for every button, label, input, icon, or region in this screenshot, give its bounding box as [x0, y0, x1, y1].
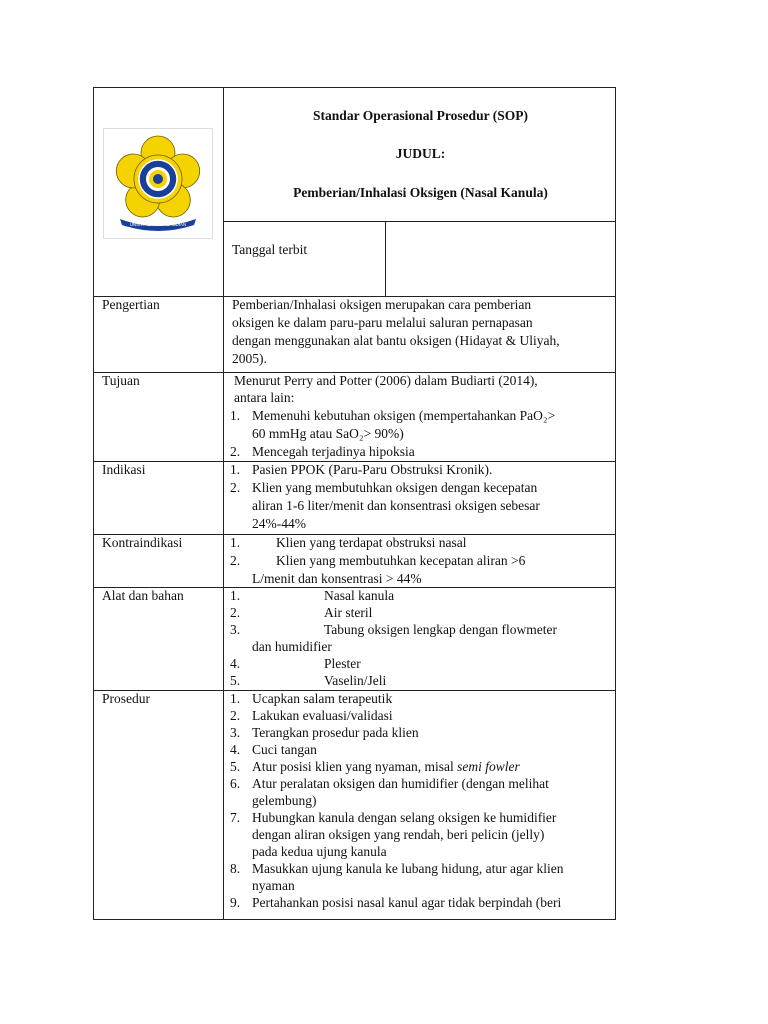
list-item	[224, 621, 614, 638]
text-line: gelembung)	[252, 793, 317, 808]
list-item	[224, 741, 614, 758]
text-line: dengan aliran oksigen yang rendah, beri pelicin (jelly)	[252, 827, 545, 842]
text-line: L/menit dan konsentrasi > 44%	[252, 571, 422, 586]
text-line: Terangkan prosedur pada klien	[252, 725, 419, 740]
list-item	[224, 552, 614, 570]
item-text: Air steril	[324, 605, 373, 620]
list-item	[224, 534, 614, 552]
list-number: 4.	[230, 656, 241, 671]
list-number: 7.	[230, 810, 241, 825]
prosedur-label: Prosedur	[102, 691, 150, 706]
alat-content	[224, 587, 614, 689]
list-number: 2.	[230, 480, 241, 495]
list-item	[224, 775, 614, 809]
list-number: 1.	[230, 462, 241, 477]
text-line: Mencegah terjadinya hipoksia	[252, 444, 415, 459]
text-line: aliran 1-6 liter/menit dan konsentrasi oksigen sebesar	[252, 498, 540, 513]
list-number: 2.	[230, 708, 241, 723]
text-line: Memenuhi kebutuhan oksigen (mempertahankan PaO₂>	[252, 408, 556, 423]
list-item	[224, 604, 614, 621]
list-item	[224, 894, 614, 911]
list-number: 5.	[230, 673, 241, 688]
text-line: Klien yang membutuhkan oksigen dengan kecepatan	[252, 480, 538, 495]
list-number: 2.	[230, 605, 241, 620]
text-line: Menurut Perry and Potter (2006) dalam Budiarti (2014),	[234, 373, 538, 388]
university-logo	[103, 128, 213, 239]
list-number: 2.	[230, 553, 241, 568]
list-number: 1.	[230, 691, 241, 706]
kontraindikasi-label: Kontraindikasi	[102, 535, 183, 550]
text-line: 2005).	[232, 351, 267, 366]
text-line: 60 mmHg atau SaO₂> 90%)	[252, 426, 404, 441]
list-item	[224, 461, 614, 479]
text-line: dengan menggunakan alat bantu oksigen (Hidayat & Uliyah,	[232, 333, 560, 348]
alat-label: Alat dan bahan	[102, 588, 184, 603]
tujuan-content	[224, 372, 614, 461]
text-line: Pertahankan posisi nasal kanul agar tidak berpindah (beri	[252, 895, 562, 910]
flower-emblem-icon	[104, 129, 212, 238]
item-text: Vaselin/Jeli	[324, 673, 387, 688]
text-line: Klien yang terdapat obstruksi nasal	[276, 535, 467, 550]
list-item	[224, 655, 614, 672]
text-line: Pasien PPOK (Paru-Paru Obstruksi Kronik).	[252, 462, 493, 477]
tujuan-label: Tujuan	[102, 373, 140, 388]
list-item	[224, 758, 614, 775]
text-line: oksigen ke dalam paru-paru melalui saluran pernapasan	[232, 315, 533, 330]
judul-label: JUDUL:	[395, 146, 446, 161]
text-line: Cuci tangan	[252, 742, 317, 757]
list-number: 6.	[230, 776, 241, 791]
list-number: 4.	[230, 742, 241, 757]
list-number: 5.	[230, 759, 241, 774]
text-line: Klien yang membutuhkan kecepatan aliran >6	[276, 553, 526, 568]
indikasi-label: Indikasi	[102, 462, 146, 477]
text-line: Hubungkan kanula dengan selang oksigen ke humidifier	[252, 810, 557, 825]
text-line: Atur peralatan oksigen dan humidifier (dengan melihat	[252, 776, 549, 791]
sop-table	[93, 87, 616, 920]
list-item	[224, 860, 614, 894]
text-line: nyaman	[252, 878, 295, 893]
list-item	[224, 587, 614, 604]
sop-subject: Pemberian/Inhalasi Oksigen (Nasal Kanula)	[293, 185, 548, 200]
italic-term: semi fowler	[457, 759, 520, 774]
list-item	[224, 443, 614, 461]
pengertian-text	[232, 296, 612, 368]
text-line: Ucapkan salam terapeutik	[252, 691, 393, 706]
list-number: 3.	[230, 622, 241, 637]
text-line: Masukkan ujung kanula ke lubang hidung, atur agar klien	[252, 861, 564, 876]
list-number: 3.	[230, 725, 241, 740]
item-text: Tabung oksigen lengkap dengan flowmeter	[324, 622, 557, 637]
list-item	[224, 690, 614, 707]
column-divider	[385, 222, 386, 296]
row-divider	[224, 221, 616, 222]
indikasi-content	[224, 461, 614, 533]
logo-motto: UNSRI ALAT PENGABDIAN	[129, 222, 187, 227]
item-text: Nasal kanula	[324, 588, 395, 603]
text-line: antara lain:	[234, 390, 295, 405]
text-line: pada kedua ujung kanula	[252, 844, 387, 859]
text-line	[252, 758, 614, 775]
list-number: 9.	[230, 895, 241, 910]
tanggal-terbit-label: Tanggal terbit	[232, 242, 308, 257]
list-number: 1.	[230, 588, 241, 603]
item-text: Plester	[324, 656, 361, 671]
prosedur-content	[224, 690, 614, 911]
list-number: 1.	[230, 408, 241, 423]
text-line: Lakukan evaluasi/validasi	[252, 708, 393, 723]
list-item	[224, 407, 614, 443]
kontraindikasi-content	[224, 534, 614, 588]
sop-title: Standar Operasional Prosedur (SOP)	[313, 108, 528, 123]
list-item	[224, 479, 614, 533]
list-item	[224, 809, 614, 860]
list-item	[224, 672, 614, 689]
list-number: 2.	[230, 444, 241, 459]
text-fragment: Atur posisi klien yang nyaman, misal	[252, 759, 458, 774]
text-line: 24%-44%	[252, 516, 306, 531]
pengertian-label: Pengertian	[102, 297, 160, 312]
text-line: Pemberian/Inhalasi oksigen merupakan cara pemberian	[232, 297, 532, 312]
list-number: 1.	[230, 535, 241, 550]
text-line: dan humidifier	[252, 639, 332, 654]
list-item	[224, 724, 614, 741]
list-number: 8.	[230, 861, 241, 876]
list-item	[224, 707, 614, 724]
